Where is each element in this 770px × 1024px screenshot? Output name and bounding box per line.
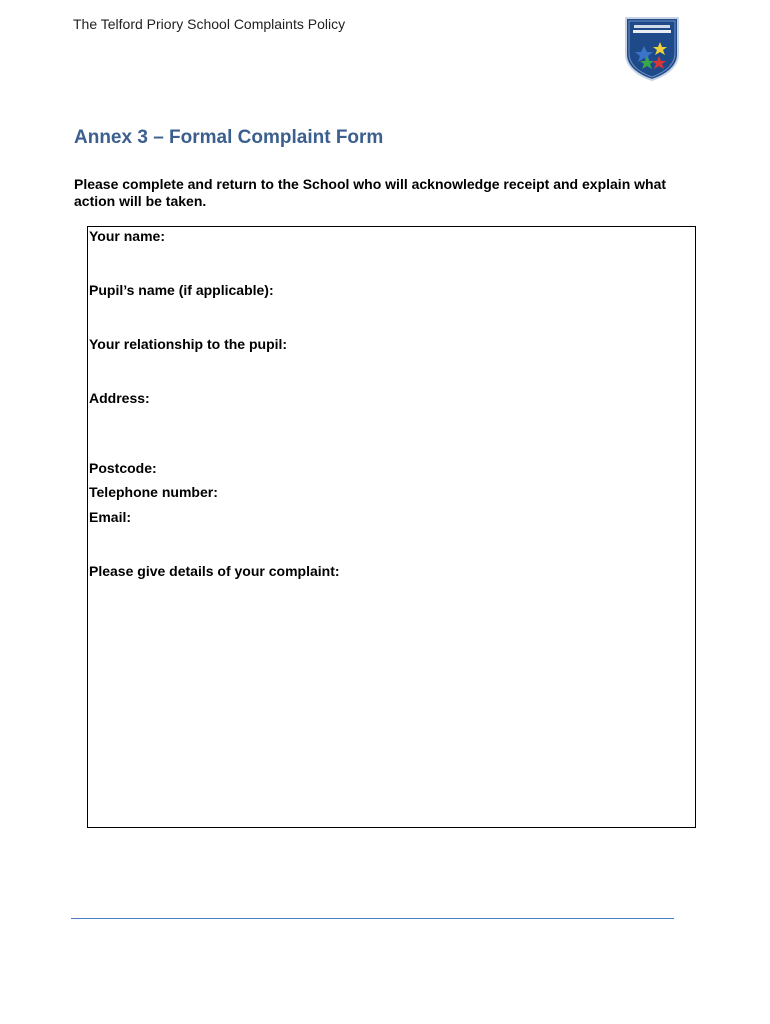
your-name-label: Your name: — [89, 228, 165, 244]
annex-title: Annex 3 – Formal Complaint Form — [74, 127, 384, 148]
complaint-form-box — [87, 226, 696, 828]
relationship-label: Your relationship to the pupil: — [89, 336, 288, 352]
postcode-label: Postcode: — [89, 460, 157, 476]
school-crest-logo-icon — [624, 16, 680, 82]
document-header-title: The Telford Priory School Complaints Policy — [73, 16, 346, 32]
address-label: Address: — [89, 390, 150, 406]
pupil-name-label: Pupil’s name (if applicable): — [89, 282, 274, 298]
email-label: Email: — [89, 509, 132, 525]
footer-divider — [71, 918, 674, 919]
form-instructions: Please complete and return to the School who will acknowledge receipt and explain what action will be taken. — [74, 176, 667, 209]
telephone-label: Telephone number: — [89, 484, 218, 500]
complaint-details-label: Please give details of your complaint: — [89, 563, 340, 579]
